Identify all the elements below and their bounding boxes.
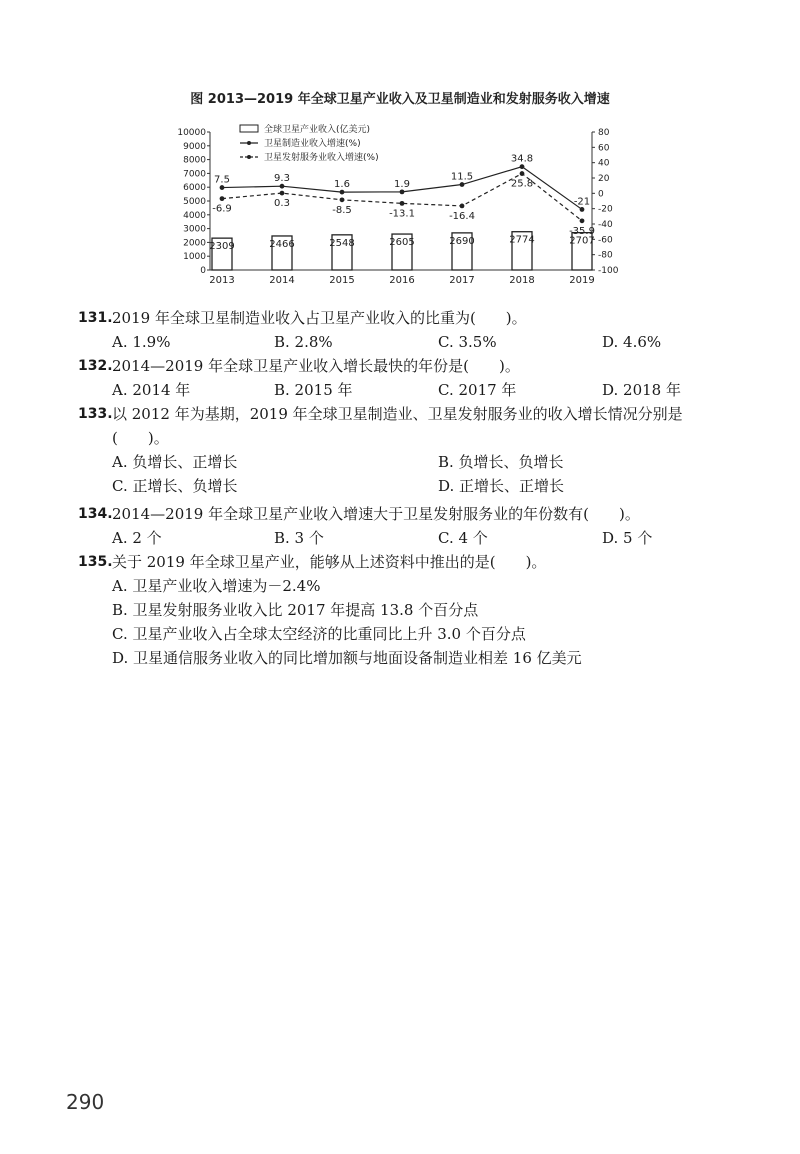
question-line	[78, 426, 758, 450]
launch-growth-value-label: 25.8	[510, 178, 534, 190]
right-tick-label: -60	[598, 235, 613, 246]
manufacturing-growth-point	[460, 182, 465, 187]
answer-option[interactable]: C. 2017 年	[438, 381, 517, 399]
answer-option[interactable]: C. 正增长、负增长	[112, 477, 238, 495]
answer-option[interactable]: D. 2018 年	[602, 381, 681, 399]
answer-option[interactable]: C. 4 个	[438, 529, 488, 547]
answer-option[interactable]: A. 1.9%	[112, 333, 171, 351]
bar-value-label: 2466	[269, 238, 295, 250]
launch-growth-value-label: -8.5	[332, 204, 352, 216]
answer-option[interactable]: A. 2014 年	[112, 381, 191, 399]
bar-value-label: 2774	[509, 234, 535, 246]
option-row	[78, 574, 758, 598]
option-row	[78, 378, 758, 402]
question-132	[78, 354, 758, 402]
option-row	[78, 474, 758, 498]
answer-option[interactable]: C. 3.5%	[438, 333, 497, 351]
manufacturing-growth-value-label: 11.5	[450, 171, 474, 183]
manufacturing-growth-value-label: 34.8	[510, 153, 534, 165]
right-tick-label: -80	[598, 250, 613, 261]
left-tick-label: 2000	[183, 238, 206, 249]
x-tick-label: 2015	[329, 275, 355, 286]
left-tick-label: 4000	[183, 210, 206, 221]
left-tick-label: 7000	[183, 169, 206, 180]
x-tick-label: 2017	[449, 275, 475, 286]
x-tick-label: 2016	[389, 275, 415, 286]
answer-option[interactable]: B. 2015 年	[274, 381, 353, 399]
question-line	[78, 550, 758, 574]
question-line	[78, 502, 758, 526]
launch-growth-value-label: 0.3	[274, 198, 290, 210]
manufacturing-growth-point	[520, 164, 525, 169]
answer-option[interactable]: D. 卫星通信服务业收入的同比增加额与地面设备制造业相差 16 亿美元	[112, 649, 582, 667]
right-tick-label: 20	[598, 174, 610, 184]
option-row	[78, 526, 758, 550]
question-stem: 2019 年全球卫星制造业收入占卫星产业收入的比重为( )。	[112, 309, 527, 327]
answer-option[interactable]: B. 3 个	[274, 529, 324, 547]
manufacturing-growth-value-label: -21	[573, 196, 591, 208]
bar-value-label: 2690	[449, 235, 475, 247]
right-tick-label: 40	[598, 158, 610, 169]
option-row	[78, 330, 758, 354]
left-tick-label: 3000	[183, 224, 206, 235]
launch-growth-value-label: -35.9	[569, 225, 595, 237]
right-tick-label: 80	[598, 128, 610, 138]
left-tick-label: 0	[200, 266, 206, 276]
manufacturing-growth-point	[220, 185, 225, 190]
legend-line-marker	[247, 141, 251, 145]
launch-growth-point	[580, 218, 585, 223]
question-stem: 以 2012 年为基期，2019 年全球卫星制造业、卫星发射服务业的收入增长情况分别是	[112, 405, 683, 423]
legend-label: 全球卫星产业收入(亿美元)	[264, 125, 371, 135]
question-stem: 2014—2019 年全球卫星产业收入增长最快的年份是( )。	[112, 357, 520, 375]
question-number: 135.	[78, 554, 113, 570]
question-134	[78, 502, 758, 550]
question-stem: 2014—2019 年全球卫星产业收入增速大于卫星发射服务业的年份数有( )。	[112, 505, 640, 523]
option-row	[78, 646, 758, 670]
manufacturing-growth-value-label: 1.6	[334, 179, 350, 191]
answer-option[interactable]: B. 卫星发射服务业收入比 2017 年提高 13.8 个百分点	[112, 601, 479, 619]
launch-growth-value-label: -6.9	[212, 203, 232, 215]
answer-option[interactable]: A. 2 个	[112, 529, 162, 547]
right-tick-label: -20	[598, 204, 613, 215]
right-tick-label: 0	[598, 189, 604, 200]
chart-title: 图 2013—2019 年全球卫星产业收入及卫星制造业和发射服务收入增速	[190, 92, 610, 107]
question-131	[78, 306, 758, 354]
bar-value-label: 2548	[329, 237, 355, 249]
manufacturing-growth-value-label: 1.9	[394, 178, 410, 190]
manufacturing-growth-point	[580, 207, 585, 212]
x-tick-label: 2014	[269, 275, 295, 286]
option-row	[78, 450, 758, 474]
answer-option[interactable]: A. 负增长、正增长	[112, 453, 238, 471]
question-stem: ( )。	[112, 429, 169, 447]
question-number: 132.	[78, 358, 113, 374]
launch-growth-point	[460, 204, 465, 209]
legend-bar-swatch	[240, 125, 258, 132]
bar-value-label: 2605	[389, 237, 415, 249]
left-tick-label: 9000	[183, 141, 206, 152]
option-row	[78, 622, 758, 646]
page-number: 290	[66, 1090, 105, 1114]
answer-option[interactable]: C. 卫星产业收入占全球太空经济的比重同比上升 3.0 个百分点	[112, 625, 526, 643]
legend-label: 卫星发射服务业收入增速(%)	[264, 153, 379, 163]
launch-growth-point	[280, 191, 285, 196]
launch-growth-point	[220, 196, 225, 201]
x-tick-label: 2013	[209, 275, 235, 286]
answer-option[interactable]: A. 卫星产业收入增速为－2.4%	[112, 577, 321, 595]
left-tick-label: 10000	[177, 128, 206, 138]
right-tick-label: -100	[598, 266, 619, 276]
manufacturing-growth-point	[340, 190, 345, 195]
question-number: 133.	[78, 406, 113, 422]
answer-option[interactable]: B. 负增长、负增长	[438, 453, 564, 471]
question-number: 131.	[78, 310, 113, 326]
manufacturing-growth-value-label: 9.3	[274, 173, 290, 185]
question-stem: 关于 2019 年全球卫星产业，能够从上述资料中推出的是( )。	[112, 553, 547, 571]
option-row	[78, 598, 758, 622]
launch-growth-point	[340, 197, 345, 202]
question-line	[78, 354, 758, 378]
question-line	[78, 402, 758, 426]
launch-growth-value-label: -16.4	[449, 210, 475, 222]
bar-value-label: 2309	[209, 241, 235, 253]
manufacturing-growth-value-label: 7.5	[214, 174, 230, 186]
right-tick-label: 60	[598, 143, 610, 154]
question-133	[78, 402, 758, 498]
manufacturing-growth-point	[400, 189, 405, 194]
answer-option[interactable]: D. 4.6%	[602, 333, 662, 351]
left-tick-label: 1000	[183, 252, 206, 263]
left-tick-label: 5000	[183, 197, 206, 207]
answer-option[interactable]: B. 2.8%	[274, 333, 333, 351]
question-number: 134.	[78, 506, 113, 522]
x-tick-label: 2018	[509, 275, 535, 286]
legend-dashed-marker	[247, 155, 251, 159]
launch-growth-point	[400, 201, 405, 206]
bar-value-label: 2707	[569, 235, 595, 247]
question-line	[78, 306, 758, 330]
left-tick-label: 6000	[183, 183, 206, 194]
legend-label: 卫星制造业收入增速(%)	[264, 139, 361, 149]
x-tick-label: 2019	[569, 275, 595, 286]
answer-option[interactable]: D. 5 个	[602, 529, 653, 547]
answer-option[interactable]: D. 正增长、正增长	[438, 477, 565, 495]
combo-chart	[170, 120, 640, 288]
right-tick-label: -40	[598, 220, 613, 230]
left-tick-label: 8000	[183, 155, 206, 166]
launch-growth-value-label: -13.1	[389, 208, 415, 220]
launch-growth-point	[520, 171, 525, 176]
manufacturing-growth-point	[280, 184, 285, 189]
question-135	[78, 550, 758, 670]
